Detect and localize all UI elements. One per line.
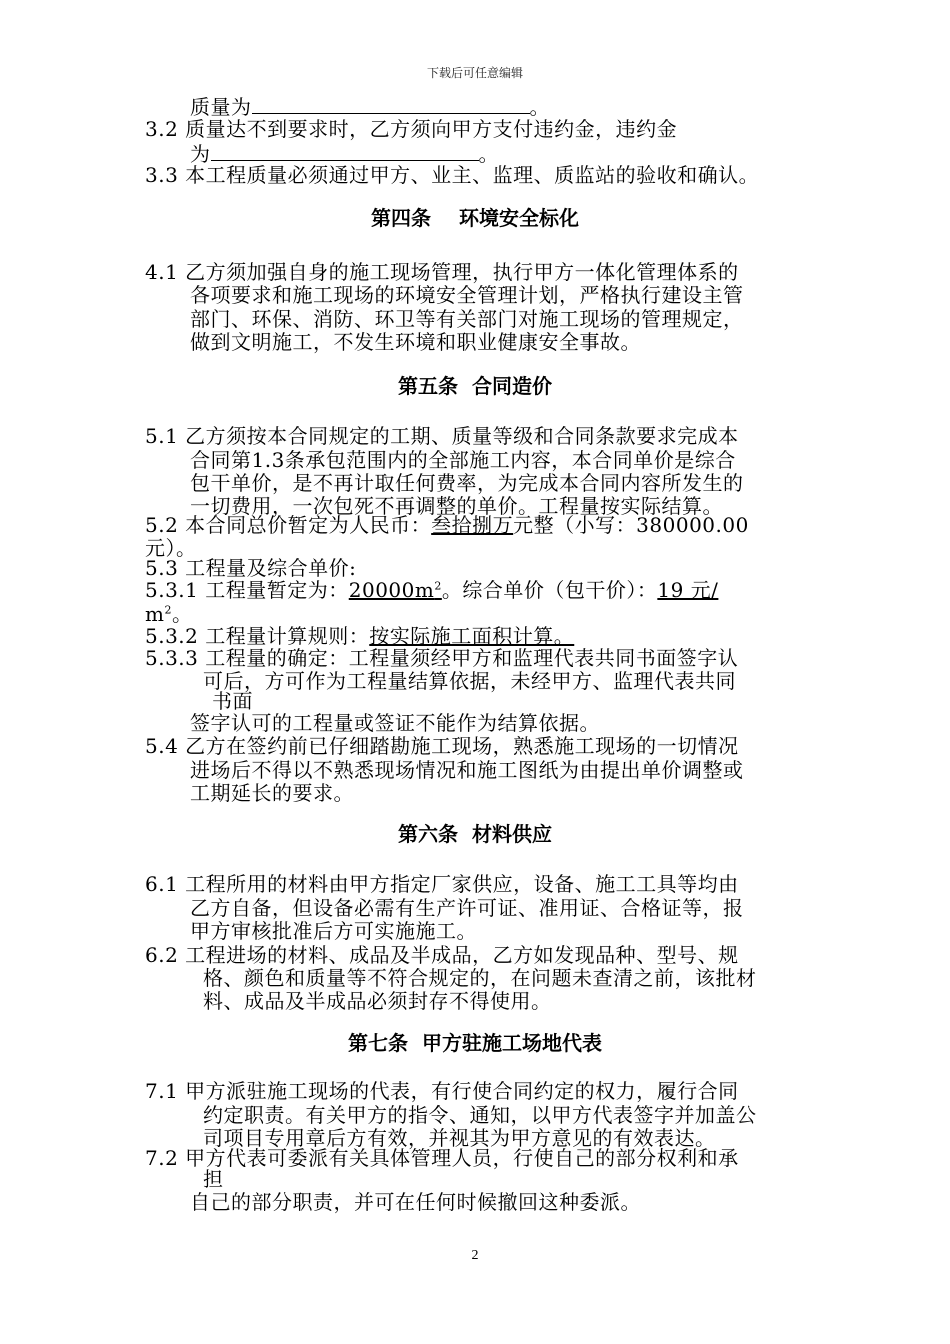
text: 按实际施工面积计算。 [369,624,575,648]
clause-5-3-3-line4: 签字认可的工程量或签证不能作为结算依据。 [190,711,600,735]
clause-6-1-line2: 乙方自备，但设备必需有生产许可证、准用证、合格证等，报 [190,896,744,920]
clause-5-4-line1: 5.4 乙方在签约前已仔细踏勘施工现场，熟悉施工现场的一切情况 [145,734,739,758]
page-header: 下载后可任意编辑 [426,66,523,80]
clause-5-3-1 [145,578,718,602]
text: 20000m [348,578,435,602]
text: 。 [529,95,550,119]
clause-7-2-line1: 7.2 甲方代表可委派有关具体管理人员，行使自己的部分权利和承 [145,1146,739,1170]
clause-4-1-line2: 各项要求和施工现场的环境安全管理计划，严格执行建设主管 [190,283,744,307]
clause-7-2-line3: 自己的部分职责，并可在任何时候撤回这种委派。 [190,1190,641,1214]
clause-6-2-line3: 料、成品及半成品必须封存不得使用。 [203,989,552,1013]
clause-5-3-1-cont [145,602,192,626]
clause-5-4-line2: 进场后不得以不熟悉现场情况和施工图纸为由提出单价调整或 [190,758,744,782]
text: 为 [190,142,211,166]
clause-5-2-cont: 元）。 [145,536,197,560]
clause-7-1-line2: 约定职责。有关甲方的指令、通知，以甲方代表签字并加盖公 [203,1103,757,1127]
clause-6-1-line3: 甲方审核批准后方可实施施工。 [190,919,477,943]
clause-3-3: 3.3 本工程质量必须通过甲方、业主、监理、质监站的验收和确认。 [145,163,760,187]
unit-price: 19 元/ [657,578,719,602]
clause-5-3-3-line3: 书面 [212,689,253,713]
clause-4-1-line1: 4.1 乙方须加强自身的施工现场管理，执行甲方一体化管理体系的 [145,260,739,284]
measure-rule [369,624,644,648]
clause-5-1-line2: 合同第1.3条承包范围内的全部施工内容，本合同单价是综合 [190,448,736,472]
clause-6-2-line1: 6.2 工程进场的材料、成品及半成品，乙方如发现品种、型号、规 [145,943,739,967]
clause-5-1-line3: 包干单价，是不再计取任何费率，为完成本合同内容所发生的 [190,471,744,495]
article-7-heading [0,1031,950,1055]
clause-3-2: 3.2 质量达不到要求时，乙方须向甲方支付违约金，违约金 [145,117,678,141]
text: 。 [478,142,499,166]
clause-7-2-line2: 担 [203,1167,224,1191]
text: 第七条 [348,1031,408,1055]
text: 第六条 [398,822,458,846]
clause-5-3-3-line2: 可后，方可作为工程量结算依据，未经甲方、监理代表共同 [203,669,736,693]
article-4-heading [0,206,950,230]
text: 环境安全标化 [459,206,579,230]
quality-line [190,93,550,119]
text: 合同造价 [472,374,552,398]
clause-5-3: 5.3 工程量及综合单价: [145,556,357,580]
clause-4-1-line3: 部门、环保、消防、环卫等有关部门对施工现场的管理规定， [190,307,744,331]
text: 2 [164,603,172,617]
clause-6-2-line2: 格、颜色和质量等不符合规定的，在问题未查清之前，该批材 [203,966,757,990]
text: m [145,602,165,626]
page-number: 2 [471,1248,479,1263]
text: 5.3.1 工程量暂定为： [145,578,349,602]
text: 材料供应 [472,822,552,846]
quantity-value [349,578,442,602]
clause-6-1-line1: 6.1 工程所用的材料由甲方指定厂家供应，设备、施工工具等均由 [145,872,739,896]
quality-blank [252,93,530,114]
text: 甲方驻施工场地代表 [422,1031,602,1055]
clause-7-1-line1: 7.1 甲方派驻施工现场的代表，有行使合同约定的权力，履行合同 [145,1079,739,1103]
article-6-heading [0,822,950,846]
text: 2 [434,579,442,593]
text: 5.3.2 工程量计算规则： [145,624,370,648]
text: 质量为 [190,95,252,119]
clause-5-1-line1: 5.1 乙方须按本合同规定的工期、质量等级和合同条款要求完成本 [145,424,739,448]
clause-7-1-line3: 司项目专用章后方有效，并视其为甲方意见的有效表达。 [203,1126,716,1150]
total-amount: 叁拾捌万 [431,513,514,537]
clause-5-3-3-line1: 5.3.3 工程量的确定：工程量须经甲方和监理代表共同书面签字认 [145,646,739,670]
clause-5-2 [145,513,749,537]
text: 元整（小写：380000.00 [513,513,749,537]
clause-5-3-2 [145,624,644,648]
text: 5.2 本合同总价暂定为人民币： [145,513,432,537]
text: 。 [171,602,193,626]
article-5-heading [0,374,950,398]
text: 第四条 [371,206,431,230]
text: 。综合单价（包干价）： [441,578,658,602]
clause-5-1-line4: 一切费用，一次包死不再调整的单价。工程量按实际结算。 [190,494,723,518]
text: 第五条 [398,374,458,398]
clause-5-4-line3: 工期延长的要求。 [190,781,354,805]
penalty-blank [211,140,479,161]
clause-4-1-line4: 做到文明施工，不发生环境和职业健康安全事故。 [190,330,641,354]
